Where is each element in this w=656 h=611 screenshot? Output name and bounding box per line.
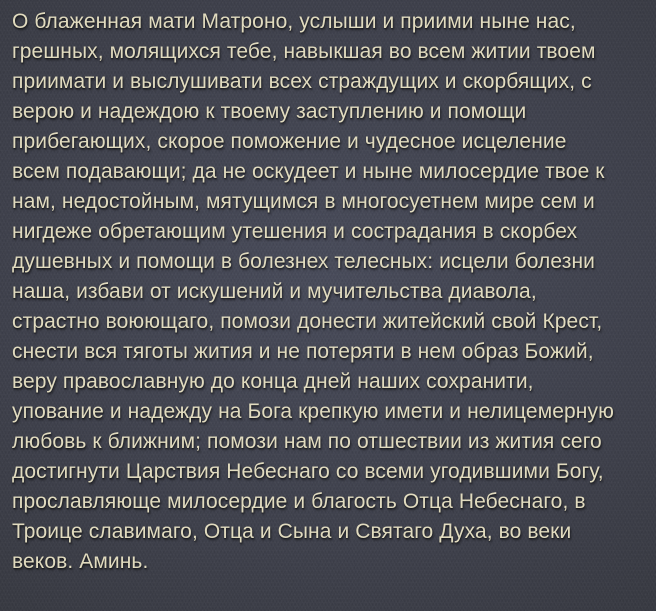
prayer-line: верою и надеждою к твоему заступлению и помощи xyxy=(12,100,527,123)
prayer-line: достигнути Царствия Небеснаго со всеми угодившими Богу, xyxy=(12,460,604,483)
prayer-line: наша, избави от искушений и мучительства диавола, xyxy=(12,280,537,303)
prayer-line: всем подавающи; да не оскудеет и ныне милосердие твое к xyxy=(12,160,605,183)
prayer-text xyxy=(12,7,650,577)
prayer-line: прославляюще милосердие и благость Отца Небеснаго, в xyxy=(12,490,586,513)
prayer-line: Троице славимаго, Отца и Сына и Святаго Духа, во веки xyxy=(12,520,572,543)
prayer-line: душевных и помощи в болезнех телесных: исцели болезни xyxy=(12,250,595,273)
prayer-line: веков. Аминь. xyxy=(12,550,149,573)
prayer-line: грешных, молящихся тебе, навыкшая во всем житии твоем xyxy=(12,40,596,63)
prayer-line: любовь к ближним; помози нам по отшествии из жития сего xyxy=(12,430,602,453)
prayer-line: прибегающих, скорое поможение и чудесное исцеление xyxy=(12,130,567,153)
prayer-line: О блаженная мати Матроно, услыши и приими ныне нас, xyxy=(12,10,576,33)
prayer-line: упование и надежду на Бога крепкую имети и нелицемерную xyxy=(12,400,614,423)
prayer-line: нам, недостойным, мятущимся в многосуетнем мире сем и xyxy=(12,190,595,213)
prayer-line: снести вся тяготы жития и не потеряти в нем образ Божий, xyxy=(12,340,594,363)
prayer-line: приимати и выслушивати всех страждущих и скорбящих, с xyxy=(12,70,592,93)
prayer-line: нигдеже обретающим утешения и сострадания в скорбех xyxy=(12,220,578,243)
prayer-line: страстно воюющаго, помози донести житейский свой Крест, xyxy=(12,310,603,333)
prayer-line: веру православную до конца дней наших сохранити, xyxy=(12,370,534,393)
